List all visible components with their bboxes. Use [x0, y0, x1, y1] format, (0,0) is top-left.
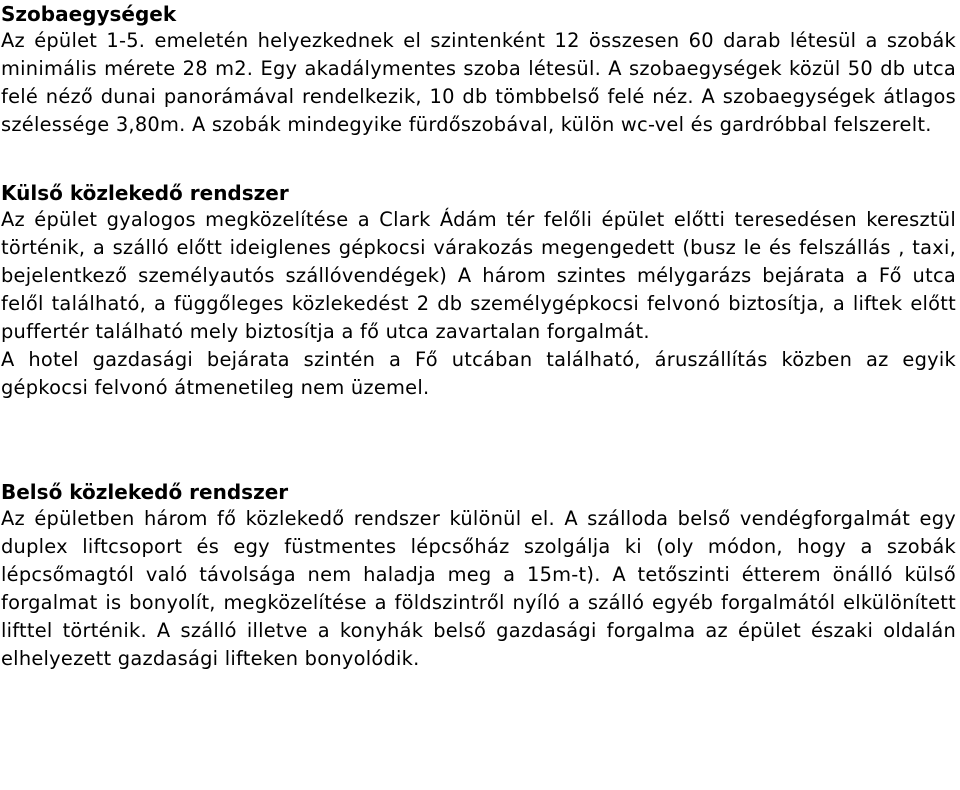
section-szobaegysegek: [1, 0, 956, 139]
section-heading: Külső közlekedő rendszer: [1, 181, 289, 205]
section-kulso-kozlekedo-rendszer: [1, 179, 956, 402]
paragraph: Az épület gyalogos megközelítése a Clark Ádám tér felőli épület előtti teresedésen keresztül történik, a szálló előtt ideiglenes gépkocsi várakozás megengedett (busz le és felszállás , taxi, bejelentkező személyautós szállóvendégek) A három szintes mélygarázs bejárata a Fő utca felől található, a függőleges közlekedést 2 db személygépkocsi felvonó biztosítja, a liftek előtt puffertér található mely biztosítja a fő utca zavartalan forgalmát.: [1, 208, 956, 343]
section-heading: Szobaegységek: [1, 2, 177, 26]
paragraph: Az épület 1-5. emeletén helyezkednek el szintenként 12 összesen 60 darab létesül a szobák minimális mérete 28 m2. Egy akadálymentes szoba létesül. A szobaegységek közül 50 db utca felé néző dunai panorámával rendelkezik, 10 db tömbbelső felé néz. A szobaegységek átlagos szélessége 3,80m. A szobák mindegyike fürdőszobával, külön wc-vel és gardróbbal felszerelt.: [1, 29, 956, 136]
section-heading: Belső közlekedő rendszer: [1, 480, 289, 504]
section-belso-kozlekedo-rendszer: [1, 478, 956, 673]
paragraph: A hotel gazdasági bejárata szintén a Fő utcában található, áruszállítás közben az egyik gépkocsi felvonó átmenetileg nem üzemel.: [1, 348, 956, 399]
paragraph: Az épületben három fő közlekedő rendszer különül el. A szálloda belső vendégforgalmát egy duplex liftcsoport és egy füstmentes lépcsőház szolgálja ki (oly módon, hogy a szobák lépcsőmagtól való távolsága nem haladja meg a 15m-t). A tetőszinti étterem önálló külső forgalmat is bonyolít, megközelítése a földszintről nyíló a szálló egyéb forgalmától elkülönített lifttel történik. A szálló illetve a konyhák belső gazdasági forgalma az épület északi oldalán elhelyezett gazdasági lifteken bonyolódik.: [1, 507, 956, 670]
